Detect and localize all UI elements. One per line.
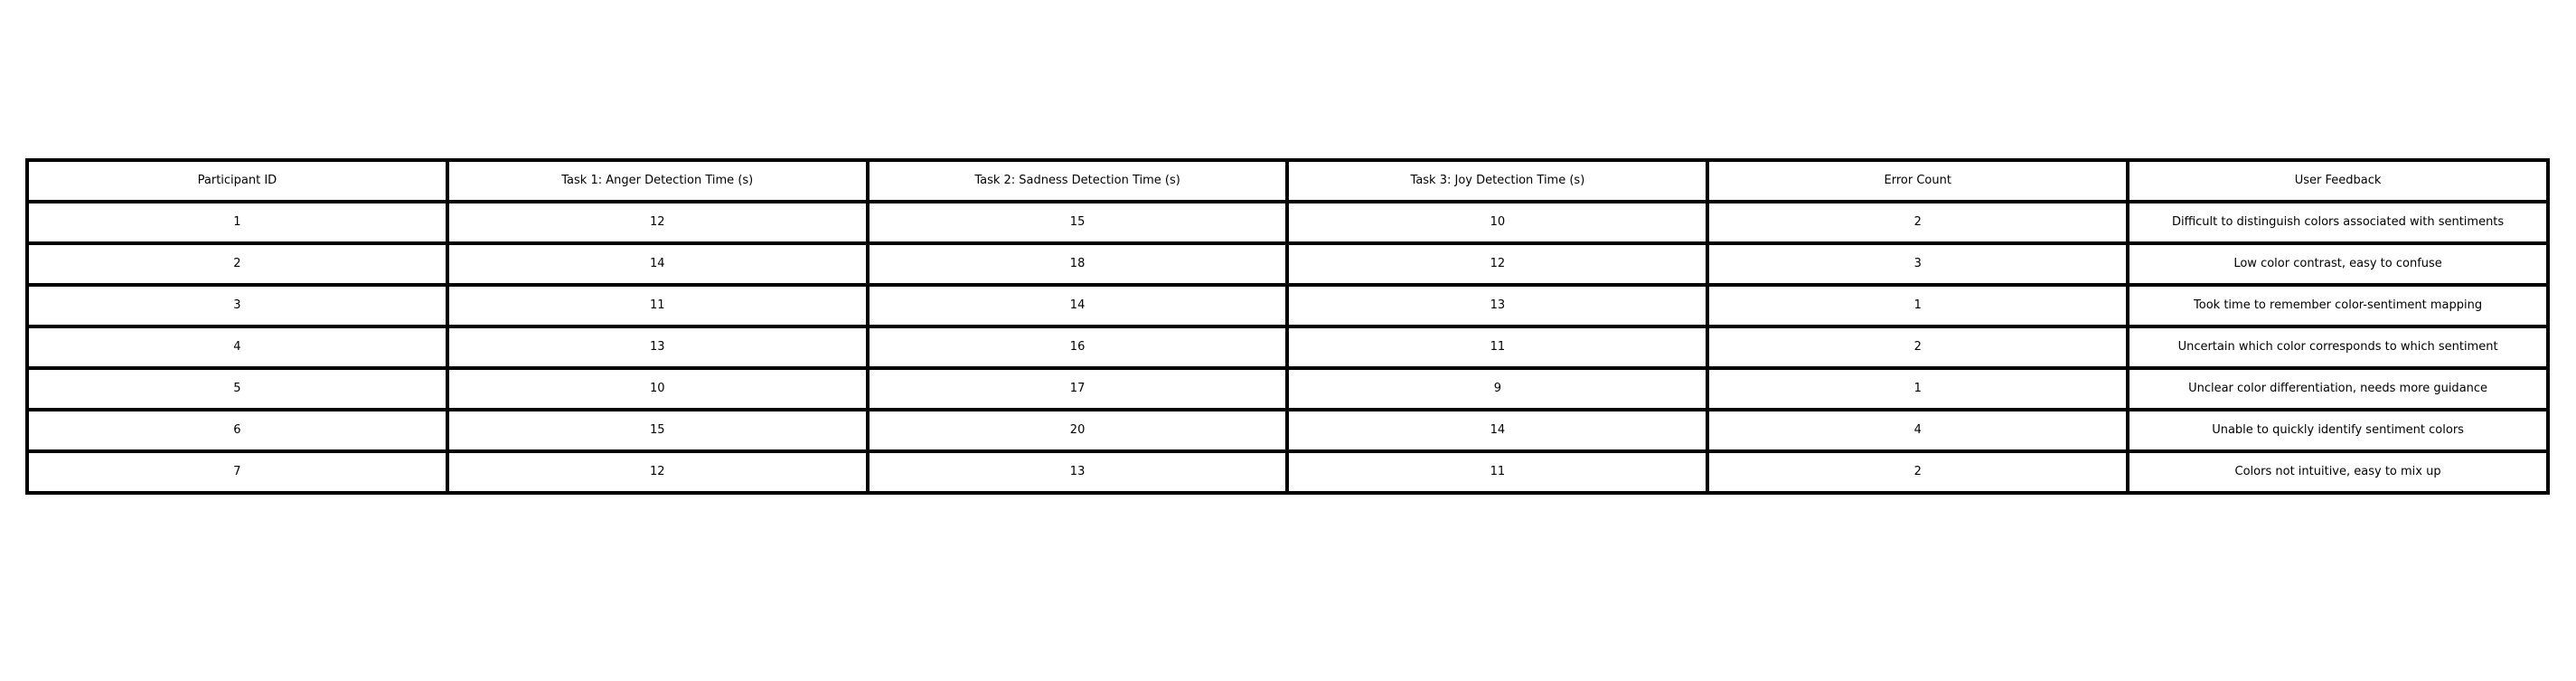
table-cell: 3 xyxy=(1707,243,2128,285)
table-cell: 10 xyxy=(447,368,868,410)
table-cell: 20 xyxy=(868,410,1288,451)
table-cell: 4 xyxy=(1707,410,2128,451)
column-header: Error Count xyxy=(1707,160,2128,202)
table-cell: Took time to remember color-sentiment mapping xyxy=(2128,285,2548,326)
data-table-container xyxy=(25,158,2550,495)
table-row xyxy=(27,285,2548,326)
table-body xyxy=(27,202,2548,493)
table-cell: 12 xyxy=(447,202,868,243)
table-cell: 13 xyxy=(447,326,868,368)
table-row xyxy=(27,368,2548,410)
table-cell: 14 xyxy=(447,243,868,285)
table-cell: 12 xyxy=(447,451,868,493)
table-cell: 2 xyxy=(1707,326,2128,368)
table-cell: 1 xyxy=(1707,285,2128,326)
table-cell: Unable to quickly identify sentiment colors xyxy=(2128,410,2548,451)
column-header: Task 3: Joy Detection Time (s) xyxy=(1287,160,1707,202)
table-cell: Low color contrast, easy to confuse xyxy=(2128,243,2548,285)
column-header: Task 2: Sadness Detection Time (s) xyxy=(868,160,1288,202)
table-header-row xyxy=(27,160,2548,202)
table-cell: Unclear color differentiation, needs more guidance xyxy=(2128,368,2548,410)
table-cell: 14 xyxy=(868,285,1288,326)
table-cell: 9 xyxy=(1287,368,1707,410)
table-cell: 5 xyxy=(27,368,447,410)
table-row xyxy=(27,326,2548,368)
table-cell: Uncertain which color corresponds to which sentiment xyxy=(2128,326,2548,368)
table-cell: 1 xyxy=(27,202,447,243)
table-cell: 6 xyxy=(27,410,447,451)
column-header: User Feedback xyxy=(2128,160,2548,202)
table-row xyxy=(27,410,2548,451)
table-cell: 15 xyxy=(868,202,1288,243)
table-cell: 12 xyxy=(1287,243,1707,285)
table-cell: 2 xyxy=(27,243,447,285)
table-row xyxy=(27,202,2548,243)
column-header: Participant ID xyxy=(27,160,447,202)
table-cell: 3 xyxy=(27,285,447,326)
table-cell: 18 xyxy=(868,243,1288,285)
table-cell: 11 xyxy=(1287,326,1707,368)
table-cell: 2 xyxy=(1707,451,2128,493)
table-cell: 4 xyxy=(27,326,447,368)
table-cell: 7 xyxy=(27,451,447,493)
table-cell: 11 xyxy=(1287,451,1707,493)
table-cell: 17 xyxy=(868,368,1288,410)
table-cell: 11 xyxy=(447,285,868,326)
table-cell: 1 xyxy=(1707,368,2128,410)
table-cell: 15 xyxy=(447,410,868,451)
column-header: Task 1: Anger Detection Time (s) xyxy=(447,160,868,202)
data-table xyxy=(25,158,2550,495)
table-cell: 14 xyxy=(1287,410,1707,451)
table-row xyxy=(27,451,2548,493)
table-cell: 10 xyxy=(1287,202,1707,243)
table-cell: 13 xyxy=(868,451,1288,493)
table-cell: 13 xyxy=(1287,285,1707,326)
table-cell: 2 xyxy=(1707,202,2128,243)
table-cell: Colors not intuitive, easy to mix up xyxy=(2128,451,2548,493)
table-cell: 16 xyxy=(868,326,1288,368)
table-row xyxy=(27,243,2548,285)
table-cell: Difficult to distinguish colors associated with sentiments xyxy=(2128,202,2548,243)
